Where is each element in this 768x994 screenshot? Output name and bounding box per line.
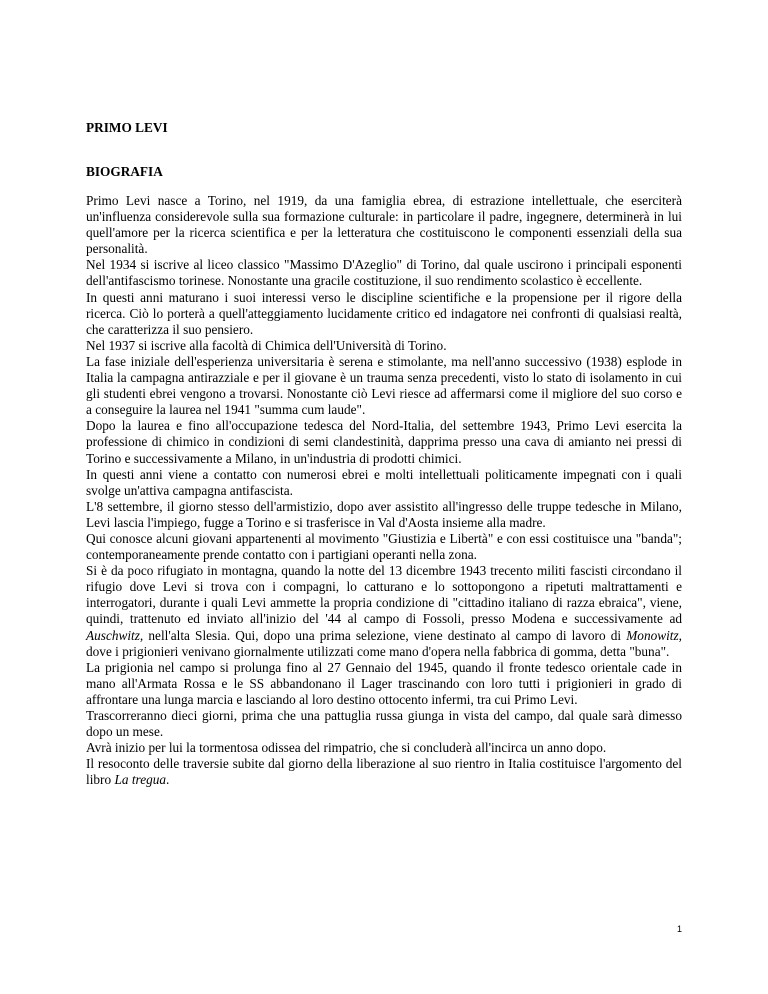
text-run: La prigionia nel campo si prolunga fino al 27 Gennaio del 1945, quando il fronte tedesco orientale cade in mano all'Armata Rossa e le SS abbandonano il Lager trascinando con loro tutti i prigionieri in grado di affrontare una lunga marcia e lasciando al loro destino ottocento infermi, tra cui Primo Levi. (86, 659, 682, 707)
text-run: Primo Levi nasce a Torino, nel 1919, da una famiglia ebrea, di estrazione intellettuale, che eserciterà un'influenza considerevole sulla sua formazione culturale: in particolare il padre, ingegnere, determinerà in lui quell'amore per la ricerca scientifica e per la letteratura che costituiscono le componenti essenziali della sua personalità. (86, 193, 682, 257)
italic-text: Auschwitz, (86, 627, 144, 643)
paragraph (86, 290, 682, 338)
paragraph (86, 499, 682, 531)
paragraph (86, 708, 682, 740)
biography-text (86, 193, 682, 788)
text-run: Qui conosce alcuni giovani appartenenti al movimento "Giustizia e Libertà" e con essi costituisce una "banda"; contemporaneamente prende contatto con i partigiani operanti nella zona. (86, 530, 682, 563)
paragraph (86, 531, 682, 563)
text-run: Nel 1934 si iscrive al liceo classico "Massimo D'Azeglio" di Torino, dal quale uscirono i principali esponenti dell'antifascismo torinese. Nonostante una gracile costituzione, il suo rendimento scolastico è eccellente. (86, 257, 682, 289)
paragraph (86, 193, 682, 257)
text-run: . (166, 772, 170, 788)
text-run: nell'alta Slesia. Qui, dopo una prima selezione, viene destinato al campo di lavoro di (143, 627, 627, 643)
paragraph (86, 660, 682, 708)
text-run: In questi anni maturano i suoi interessi verso le discipline scientifiche e la propensione per il rigore della ricerca. Ciò lo porterà a quell'atteggiamento lucidamente critico ed indagatore nei confronti di qualsiasi realtà, che caratterizza il suo pensiero. (86, 289, 682, 337)
author-heading: PRIMO LEVI (86, 120, 168, 135)
text-run: In questi anni viene a contatto con numerosi ebrei e molti intellettuali politicamente impegnati con i quali svolge un'attiva campagna antifascista. (86, 466, 682, 498)
paragraph (86, 467, 682, 499)
paragraph (86, 338, 682, 354)
text-run: L'8 settembre, il giorno stesso dell'armistizio, dopo aver assistito all'ingresso delle truppe tedesche in Milano, Levi lascia l'impiego, fugge a Torino e si trasferisce in Val d'Aosta insieme alla madre. (86, 498, 682, 530)
paragraph (86, 354, 682, 418)
text-run: Trascorreranno dieci giorni, prima che una pattuglia russa giunga in vista del campo, dal quale sarà dimesso dopo un mese. (86, 708, 682, 740)
text-run: Avrà inizio per lui la tormentosa odissea del rimpatrio, che si concluderà all'incirca un anno dopo. (86, 740, 607, 756)
text-run: Dopo la laurea e fino all'occupazione tedesca del Nord-Italia, del settembre 1943, Primo Levi esercita la professione di chimico in condizioni di semi clandestinità, dapprima presso una cava di amianto nei pressi di Torino e successivamente a Milano, in un'industria di prodotti chimici. (86, 418, 682, 466)
text-run: La fase iniziale dell'esperienza universitaria è serena e stimolante, ma nell'anno successivo (1938) esplode in Italia la campagna antirazziale e per il giovane è un trauma senza precedenti, visto lo stato di isolamento in cui gli studenti ebrei vengono a trovarsi. Nonostante ciò Levi riesce ad affermarsi come il migliore del suo corso e a conseguire la laurea nel 1941 "summa cum laude". (86, 353, 682, 418)
paragraph (86, 563, 682, 660)
paragraph (86, 418, 682, 466)
section-heading: BIOGRAFIA (86, 164, 163, 179)
paragraph (86, 756, 682, 788)
italic-text: Monowitz, (626, 627, 682, 643)
paragraph (86, 740, 682, 756)
italic-text: La tregua (114, 772, 167, 788)
text-run: Nel 1937 si iscrive alla facoltà di Chimica dell'Università di Torino. (86, 337, 447, 353)
text-run: dove i prigionieri venivano giornalmente utilizzati come mano d'opera nella fabbrica di gomma, detta "buna". (86, 643, 670, 659)
paragraph (86, 257, 682, 289)
text-run: Il resoconto delle traversie subite dal giorno della liberazione al suo rientro in Italia costituisce l'argomento del libro (86, 756, 682, 788)
page-number: 1 (676, 924, 682, 934)
text-run: Si è da poco rifugiato in montagna, quando la notte del 13 dicembre 1943 trecento militi fascisti circondano il rifugio dove Levi si trova con i compagni, lo catturano e lo sottopongono a ripetuti maltrattamenti e interrogatori, durante i quali Levi ammette la propria condizione di "cittadino italiano di razza ebraica", viene, quindi, trattenuto ed inviato all'inizio del '44 al campo di Fossoli, presso Modena e successivamente ad (86, 563, 682, 627)
